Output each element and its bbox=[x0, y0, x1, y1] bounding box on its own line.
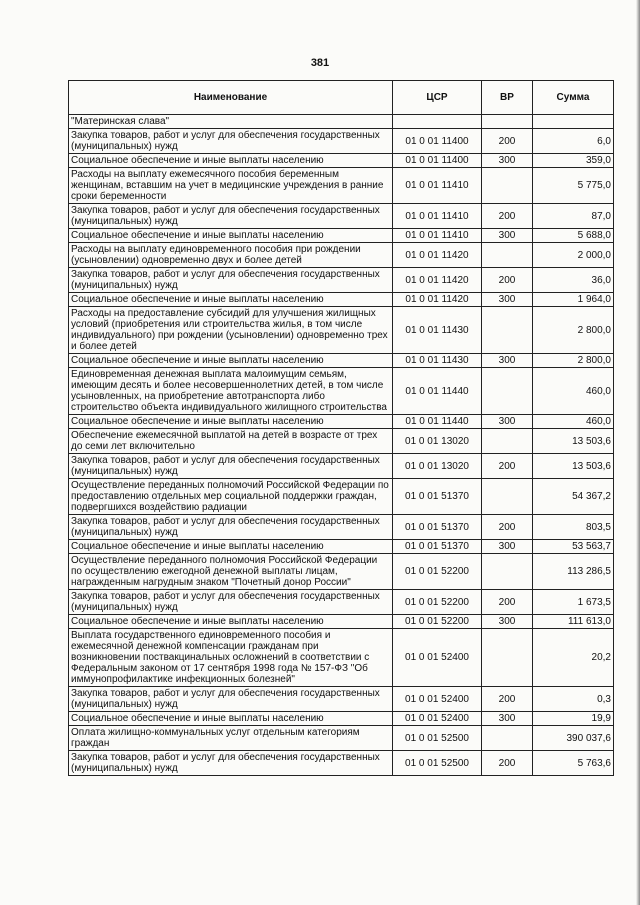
row-sum: 111 613,0 bbox=[533, 615, 614, 629]
row-name: Закупка товаров, работ и услуг для обеспечения государственных (муниципальных) нужд bbox=[69, 590, 393, 615]
table-row bbox=[69, 368, 614, 415]
row-name: Социальное обеспечение и иные выплаты населению bbox=[69, 712, 393, 726]
row-name: Оплата жилищно-коммунальных услуг отдельным категориям граждан bbox=[69, 726, 393, 751]
table-row bbox=[69, 154, 614, 168]
row-name: "Материнская слава" bbox=[69, 115, 393, 129]
row-vr: 200 bbox=[482, 751, 533, 776]
row-name: Закупка товаров, работ и услуг для обеспечения государственных (муниципальных) нужд bbox=[69, 204, 393, 229]
row-sum: 390 037,6 bbox=[533, 726, 614, 751]
row-vr bbox=[482, 115, 533, 129]
row-csr: 01 0 01 52400 bbox=[393, 687, 482, 712]
table-row bbox=[69, 415, 614, 429]
table-row bbox=[69, 307, 614, 354]
page-number: 381 bbox=[310, 57, 330, 69]
row-vr: 300 bbox=[482, 615, 533, 629]
row-name: Выплата государственного единовременного пособия и ежемесячной денежной компенсации гражданам при возникновении поствакцинальных осложнений в соответствии с Федеральным законом от 17 сентября 1998 года № 157-ФЗ "Об иммунопрофилактике инфекционных болезней" bbox=[69, 629, 393, 687]
row-sum: 53 563,7 bbox=[533, 540, 614, 554]
scan-edge-shadow bbox=[636, 0, 640, 905]
row-vr bbox=[482, 368, 533, 415]
row-vr: 200 bbox=[482, 454, 533, 479]
row-sum: 6,0 bbox=[533, 129, 614, 154]
row-csr: 01 0 01 52200 bbox=[393, 554, 482, 590]
row-name: Закупка товаров, работ и услуг для обеспечения государственных (муниципальных) нужд bbox=[69, 268, 393, 293]
table-row bbox=[69, 615, 614, 629]
row-sum: 460,0 bbox=[533, 368, 614, 415]
table-row bbox=[69, 204, 614, 229]
row-vr bbox=[482, 429, 533, 454]
row-name: Расходы на выплату единовременного пособия при рождении (усыновлении) одновременно двух и более детей bbox=[69, 243, 393, 268]
table-body bbox=[69, 115, 614, 776]
row-sum: 359,0 bbox=[533, 154, 614, 168]
table-row bbox=[69, 129, 614, 154]
row-vr bbox=[482, 629, 533, 687]
budget-table bbox=[68, 80, 614, 776]
row-name: Осуществление переданных полномочий Российской Федерации по предоставлению отдельных мер социальной поддержки граждан, подвергшихся воздействию радиации bbox=[69, 479, 393, 515]
row-sum: 2 000,0 bbox=[533, 243, 614, 268]
table-row bbox=[69, 554, 614, 590]
row-name: Социальное обеспечение и иные выплаты населению bbox=[69, 229, 393, 243]
table-row bbox=[69, 268, 614, 293]
table-row bbox=[69, 229, 614, 243]
row-name: Закупка товаров, работ и услуг для обеспечения государственных (муниципальных) нужд bbox=[69, 129, 393, 154]
row-vr: 300 bbox=[482, 415, 533, 429]
row-name: Закупка товаров, работ и услуг для обеспечения государственных (муниципальных) нужд bbox=[69, 751, 393, 776]
row-sum: 5 688,0 bbox=[533, 229, 614, 243]
row-name: Закупка товаров, работ и услуг для обеспечения государственных (муниципальных) нужд bbox=[69, 515, 393, 540]
row-csr: 01 0 01 13020 bbox=[393, 429, 482, 454]
row-csr: 01 0 01 11430 bbox=[393, 354, 482, 368]
row-name: Расходы на предоставление субсидий для улучшения жилищных условий (приобретения или строительства жилья, в том числе индивидуального) при рождении (усыновлении) одновременно трех и более детей bbox=[69, 307, 393, 354]
table-row bbox=[69, 454, 614, 479]
row-sum bbox=[533, 115, 614, 129]
row-vr bbox=[482, 243, 533, 268]
row-vr: 200 bbox=[482, 687, 533, 712]
row-csr: 01 0 01 13020 bbox=[393, 454, 482, 479]
row-vr: 200 bbox=[482, 515, 533, 540]
row-csr: 01 0 01 11400 bbox=[393, 129, 482, 154]
row-vr bbox=[482, 168, 533, 204]
header-sum: Сумма bbox=[533, 81, 614, 115]
row-sum: 87,0 bbox=[533, 204, 614, 229]
row-vr bbox=[482, 554, 533, 590]
row-sum: 13 503,6 bbox=[533, 429, 614, 454]
row-csr: 01 0 01 52400 bbox=[393, 712, 482, 726]
row-name: Единовременная денежная выплата малоимущим семьям, имеющим десять и более несовершеннолетних детей, в том числе усыновленных, на приобретение автотранспорта либо строительство объекта индивидуального жилищного строительства bbox=[69, 368, 393, 415]
row-csr: 01 0 01 11400 bbox=[393, 154, 482, 168]
row-sum: 36,0 bbox=[533, 268, 614, 293]
row-name: Закупка товаров, работ и услуг для обеспечения государственных (муниципальных) нужд bbox=[69, 687, 393, 712]
row-sum: 803,5 bbox=[533, 515, 614, 540]
row-csr: 01 0 01 11420 bbox=[393, 268, 482, 293]
table-row bbox=[69, 712, 614, 726]
row-sum: 54 367,2 bbox=[533, 479, 614, 515]
row-name: Осуществление переданного полномочия Российской Федерации по осуществлению ежегодной денежной выплаты лицам, награжденным нагрудным знаком "Почетный донор России" bbox=[69, 554, 393, 590]
table-row bbox=[69, 243, 614, 268]
row-csr: 01 0 01 51370 bbox=[393, 479, 482, 515]
row-csr: 01 0 01 52200 bbox=[393, 615, 482, 629]
row-vr: 300 bbox=[482, 354, 533, 368]
row-vr bbox=[482, 307, 533, 354]
row-sum: 13 503,6 bbox=[533, 454, 614, 479]
row-name: Социальное обеспечение и иные выплаты населению bbox=[69, 540, 393, 554]
row-name: Обеспечение ежемесячной выплатой на детей в возрасте от трех до семи лет включительно bbox=[69, 429, 393, 454]
table-row bbox=[69, 354, 614, 368]
row-csr: 01 0 01 11440 bbox=[393, 415, 482, 429]
table-row bbox=[69, 293, 614, 307]
table-row bbox=[69, 687, 614, 712]
row-sum: 5 763,6 bbox=[533, 751, 614, 776]
row-sum: 2 800,0 bbox=[533, 307, 614, 354]
row-csr: 01 0 01 51370 bbox=[393, 540, 482, 554]
row-vr: 200 bbox=[482, 268, 533, 293]
table-row bbox=[69, 629, 614, 687]
row-vr: 200 bbox=[482, 590, 533, 615]
header-csr: ЦСР bbox=[393, 81, 482, 115]
table-row bbox=[69, 115, 614, 129]
row-vr: 300 bbox=[482, 229, 533, 243]
row-name: Социальное обеспечение и иные выплаты населению bbox=[69, 293, 393, 307]
table-header-row bbox=[69, 81, 614, 115]
row-csr: 01 0 01 52400 bbox=[393, 629, 482, 687]
row-vr bbox=[482, 479, 533, 515]
row-vr: 200 bbox=[482, 129, 533, 154]
row-name: Расходы на выплату ежемесячного пособия беременным женщинам, вставшим на учет в медицинские учреждения в ранние сроки беременности bbox=[69, 168, 393, 204]
row-name: Закупка товаров, работ и услуг для обеспечения государственных (муниципальных) нужд bbox=[69, 454, 393, 479]
row-vr: 300 bbox=[482, 154, 533, 168]
row-name: Социальное обеспечение и иные выплаты населению bbox=[69, 415, 393, 429]
header-vr: ВР bbox=[482, 81, 533, 115]
budget-table-container bbox=[68, 80, 613, 776]
row-csr: 01 0 01 11420 bbox=[393, 293, 482, 307]
row-name: Социальное обеспечение и иные выплаты населению bbox=[69, 154, 393, 168]
row-csr bbox=[393, 115, 482, 129]
header-name: Наименование bbox=[69, 81, 393, 115]
row-sum: 2 800,0 bbox=[533, 354, 614, 368]
row-vr: 300 bbox=[482, 293, 533, 307]
row-vr: 300 bbox=[482, 712, 533, 726]
row-vr: 300 bbox=[482, 540, 533, 554]
row-sum: 5 775,0 bbox=[533, 168, 614, 204]
row-name: Социальное обеспечение и иные выплаты населению bbox=[69, 615, 393, 629]
row-csr: 01 0 01 11440 bbox=[393, 368, 482, 415]
table-row bbox=[69, 515, 614, 540]
table-row bbox=[69, 429, 614, 454]
table-row bbox=[69, 479, 614, 515]
table-row bbox=[69, 540, 614, 554]
table-row bbox=[69, 168, 614, 204]
row-csr: 01 0 01 11410 bbox=[393, 229, 482, 243]
row-csr: 01 0 01 11410 bbox=[393, 204, 482, 229]
row-csr: 01 0 01 11420 bbox=[393, 243, 482, 268]
row-name: Социальное обеспечение и иные выплаты населению bbox=[69, 354, 393, 368]
row-vr: 200 bbox=[482, 204, 533, 229]
row-sum: 460,0 bbox=[533, 415, 614, 429]
row-csr: 01 0 01 51370 bbox=[393, 515, 482, 540]
row-sum: 0,3 bbox=[533, 687, 614, 712]
table-row bbox=[69, 726, 614, 751]
row-vr bbox=[482, 726, 533, 751]
row-csr: 01 0 01 52200 bbox=[393, 590, 482, 615]
row-csr: 01 0 01 11430 bbox=[393, 307, 482, 354]
row-sum: 1 964,0 bbox=[533, 293, 614, 307]
row-csr: 01 0 01 52500 bbox=[393, 726, 482, 751]
row-csr: 01 0 01 11410 bbox=[393, 168, 482, 204]
row-sum: 113 286,5 bbox=[533, 554, 614, 590]
table-row bbox=[69, 590, 614, 615]
row-sum: 20,2 bbox=[533, 629, 614, 687]
row-sum: 19,9 bbox=[533, 712, 614, 726]
table-row bbox=[69, 751, 614, 776]
row-sum: 1 673,5 bbox=[533, 590, 614, 615]
row-csr: 01 0 01 52500 bbox=[393, 751, 482, 776]
